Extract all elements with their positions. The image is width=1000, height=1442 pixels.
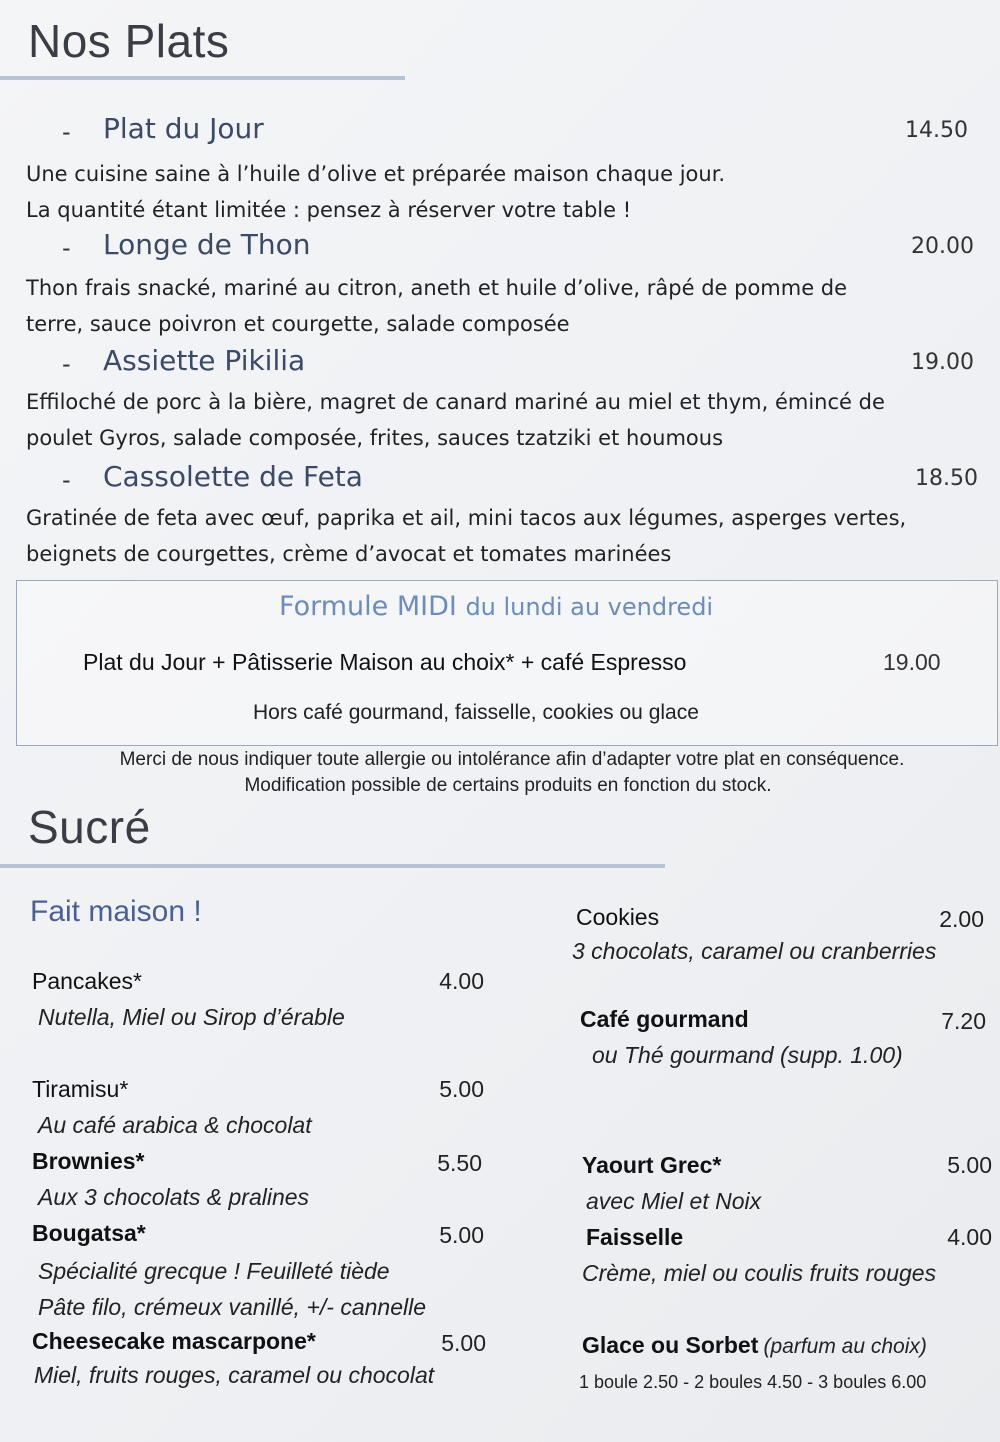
dessert-name: Glace ou Sorbet [582,1332,759,1358]
dish-name: Plat du Jour [103,112,264,145]
allergy-note: Merci de nous indiquer toute allergie ou intolérance afin d’adapter votre plat en conséquence. [119,749,905,770]
dish-price: 20.00 [911,234,974,259]
dessert-description: avec Miel et Noix [586,1188,762,1214]
dessert-price: 2.00 [939,906,984,932]
glace-prices: 1 boule 2.50 - 2 boules 4.50 - 3 boules 6.00 [579,1372,927,1392]
dash-marker: - [62,234,71,262]
glace-note: (parfum au choix) [763,1335,927,1358]
formule-content: Plat du Jour + Pâtisserie Maison au choix* + café Espresso [83,649,687,675]
dessert-price: 5.00 [439,1076,484,1102]
formule-box [16,580,998,746]
dessert-price: 4.00 [947,1224,992,1250]
dish-desc-line: Effiloché de porc à la bière, magret de canard mariné au miel et thym, émincé de [26,390,885,414]
dessert-name: Faisselle [586,1224,684,1250]
dish-description [26,156,725,228]
dash-marker: - [62,350,71,378]
dish-price: 18.50 [915,466,978,491]
dish-desc-line: Thon frais snacké, mariné au citron, aneth et huile d’olive, râpé de pomme de [26,276,848,300]
fait-maison-label: Fait maison ! [30,895,202,928]
section-divider [0,864,665,868]
dessert-name: Pancakes* [32,968,142,994]
dish-desc-line: La quantité étant limitée : pensez à réserver votre table ! [26,198,632,222]
section-divider [0,76,405,80]
dessert-description: Aux 3 chocolats & pralines [38,1184,310,1210]
dessert-description: Spécialité grecque ! Feuilleté tiède [38,1258,390,1284]
dish-name: Cassolette de Feta [103,460,363,493]
dessert-description: Crème, miel ou coulis fruits rouges [582,1260,937,1286]
dessert-description: Miel, fruits rouges, caramel ou chocolat [34,1362,435,1388]
dish-description [26,500,906,572]
formule-title-days: du lundi au vendredi [465,593,714,621]
stock-note: Modification possible de certains produits en fonction du stock. [244,775,772,796]
dish-name: Assiette Pikilia [103,344,306,377]
dessert-name: Tiramisu* [32,1076,129,1102]
dish-desc-line: Gratinée de feta avec œuf, paprika et ail, mini tacos aux légumes, asperges vertes, [26,506,907,530]
dessert-name: Café gourmand [580,1006,749,1032]
dessert-description: Nutella, Miel ou Sirop d’érable [38,1004,345,1030]
dish-description [26,384,885,456]
dish-desc-line: beignets de courgettes, crème d’avocat et tomates marinées [26,542,672,566]
dessert-name: Brownies* [32,1148,145,1174]
dash-marker: - [62,466,71,494]
dish-desc-line: poulet Gyros, salade composée, frites, sauces tzatziki et houmous [26,426,724,450]
dessert-price: 4.00 [439,968,484,994]
dessert-name: Cookies [576,904,660,930]
dish-description [26,270,847,342]
formule-exclusions: Hors café gourmand, faisselle, cookies ou glace [253,701,699,724]
formule-title-main: Formule MIDI [279,591,457,622]
dessert-price: 5.00 [441,1330,486,1356]
dessert-price: 5.00 [947,1152,992,1178]
dessert-name: Bougatsa* [32,1220,146,1246]
dish-name: Longe de Thon [103,228,311,261]
glace-item [582,1332,927,1359]
dessert-description: Au café arabica & chocolat [38,1112,312,1138]
dessert-price: 5.50 [437,1150,482,1176]
dessert-name: Yaourt Grec* [582,1152,722,1178]
dish-price: 19.00 [911,350,974,375]
dessert-price: 5.00 [439,1222,484,1248]
formule-title [279,591,713,622]
formule-price: 19.00 [883,649,941,675]
section-title-plats: Nos Plats [28,15,230,67]
dessert-name: Cheesecake mascarpone* [32,1328,316,1354]
dash-marker: - [62,118,71,146]
dish-desc-line: Une cuisine saine à l’huile d’olive et préparée maison chaque jour. [26,162,726,186]
section-title-sucre: Sucré [28,801,151,853]
dish-price: 14.50 [905,118,968,143]
dessert-description: 3 chocolats, caramel ou cranberries [572,938,937,964]
dessert-price: 7.20 [941,1008,986,1034]
dish-desc-line: terre, sauce poivron et courgette, salade composée [26,312,570,336]
dessert-description: Pâte filo, crémeux vanillé, +/- cannelle [38,1294,427,1320]
dessert-description: ou Thé gourmand (supp. 1.00) [592,1042,903,1068]
